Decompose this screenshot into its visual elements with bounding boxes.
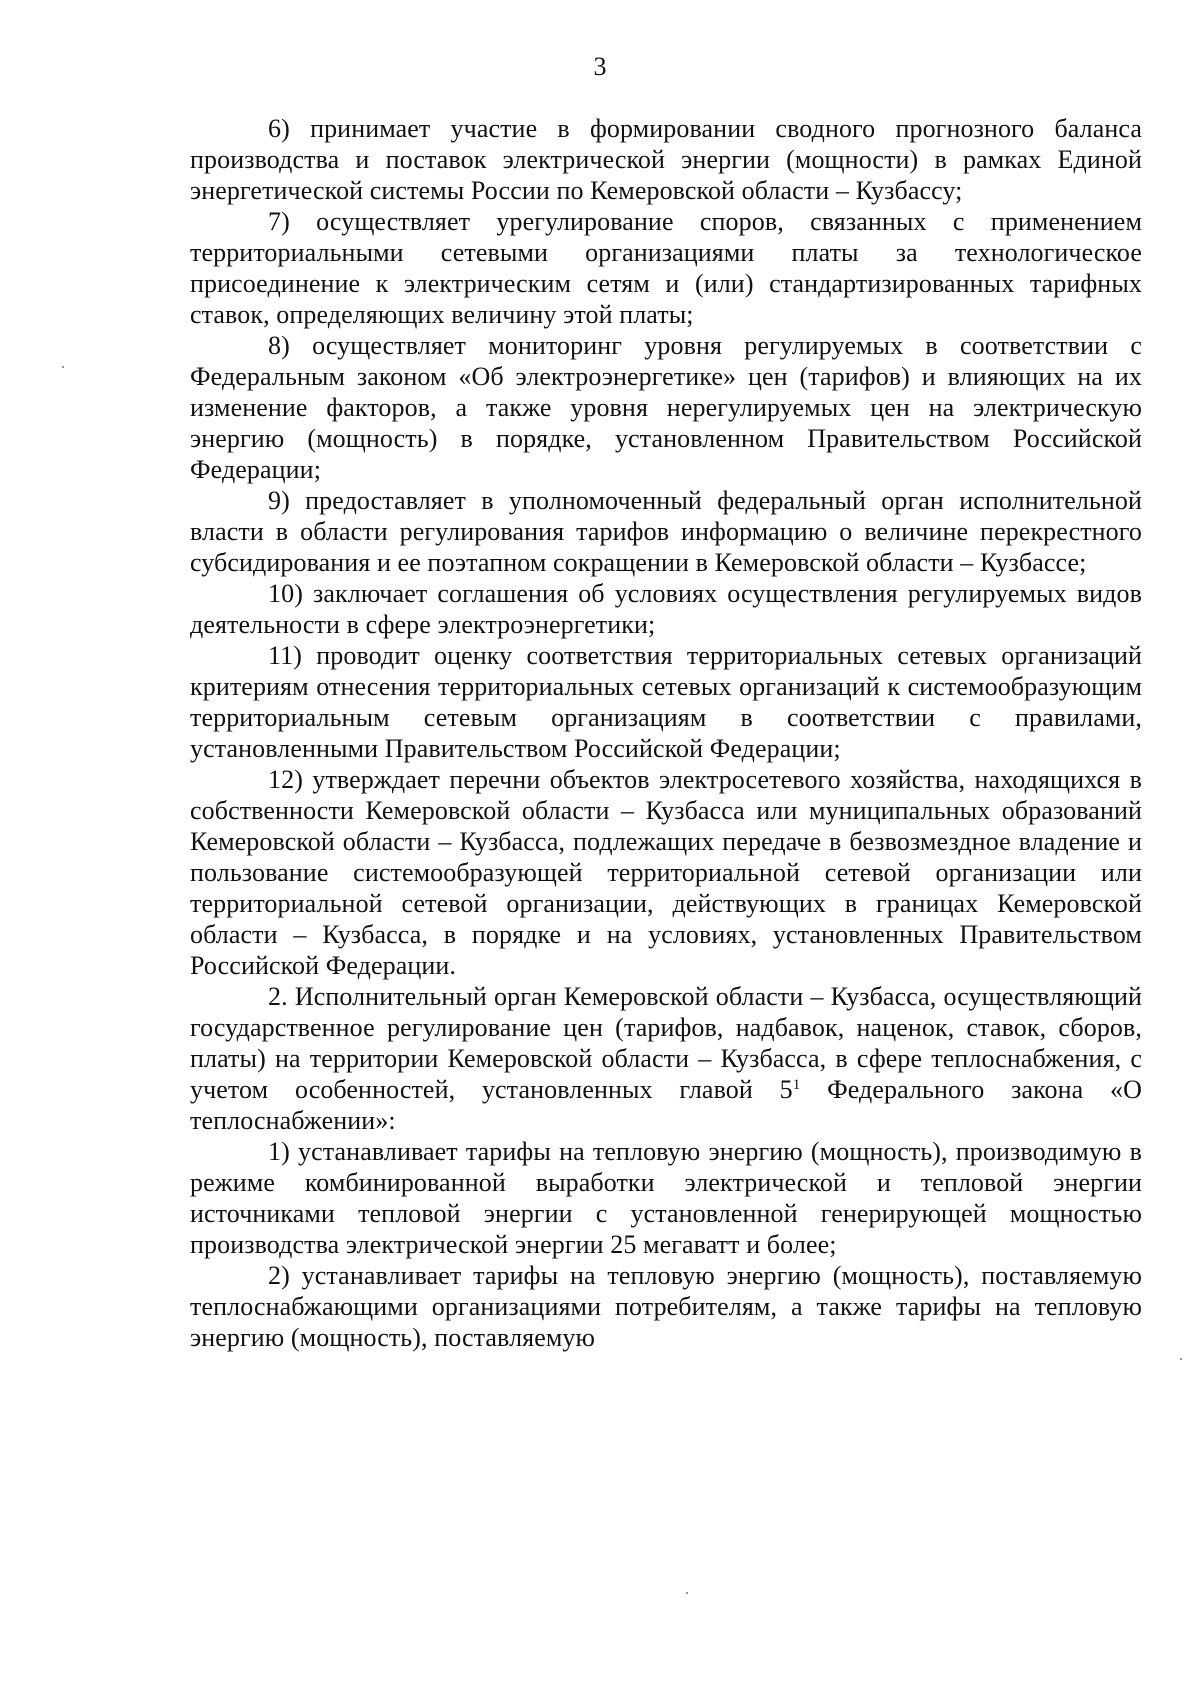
paragraph-text: устанавливает тарифы на тепловую энергию (мощность), поставляемую теплоснабжающими организациями потребителям, а также тарифы на тепловую энергию (мощность), поставляемую <box>190 1261 1143 1352</box>
paragraph-text-tail: Федерального закона «О теплоснабжении»: <box>190 1075 1142 1135</box>
scan-speck <box>686 1592 688 1594</box>
document-body <box>190 113 1142 1353</box>
section-number: 2. <box>268 982 288 1011</box>
item-number: 2) <box>268 1261 290 1290</box>
paragraph-item-8 <box>190 330 1142 485</box>
paragraph-text: утверждает перечни объектов электросетевого хозяйства, находящихся в собственности Кемеровской области – Кузбасса или муниципальных образований Кемеровской области – Кузбасса, подлежащих передаче в безвозмездное владение и пользование системообразующей территориальной сетевой организации или территориальной сетевой организации, действующих в границах Кемеровской области – Кузбасса, в порядке и на условиях, установленных Правительством Российской Федерации. <box>190 765 1142 980</box>
paragraph-sub-1 <box>190 1136 1142 1260</box>
paragraph-item-12 <box>190 764 1142 981</box>
item-number: 8) <box>268 331 290 360</box>
item-number: 9) <box>268 486 290 515</box>
paragraph-sub-2 <box>190 1260 1142 1353</box>
scan-speck <box>62 366 64 368</box>
paragraph-section-2 <box>190 981 1142 1136</box>
paragraph-text: принимает участие в формировании сводного прогнозного баланса производства и поставок электрической энергии (мощности) в рамках Единой энергетической системы России по Кемеровской области – Кузбассу; <box>190 114 1142 205</box>
item-number: 10) <box>268 579 303 608</box>
paragraph-item-9 <box>190 485 1142 578</box>
item-number: 12) <box>268 765 303 794</box>
paragraph-item-10 <box>190 578 1142 640</box>
item-number: 1) <box>268 1137 290 1166</box>
paragraph-text: осуществляет мониторинг уровня регулируемых в соответствии с Федеральным законом «Об электроэнергетике» цен (тарифов) и влияющих на их изменение факторов, а также уровня нерегулируемых цен на электрическую энергию (мощность) в порядке, установленном Правительством Российской Федерации; <box>190 331 1142 484</box>
paragraph-text: предоставляет в уполномоченный федеральный орган исполнительной власти в области регулирования тарифов информацию о величине перекрестного субсидирования и ее поэтапном сокращении в Кемеровской области – Кузбассе; <box>190 486 1142 577</box>
paragraph-text: проводит оценку соответствия территориальных сетевых организаций критериям отнесения территориальных сетевых организаций к системообразующим территориальным сетевым организациям в соответствии с правилами, установленными Правительством Российской Федерации; <box>190 641 1142 763</box>
paragraph-text: заключает соглашения об условиях осуществления регулируемых видов деятельности в сфере электроэнергетики; <box>190 579 1142 639</box>
paragraph-text: осуществляет урегулирование споров, связанных с применением территориальными сетевыми организациями платы за технологическое присоединение к электрическим сетям и (или) стандартизированных тарифных ставок, определяющих величину этой платы; <box>190 207 1142 329</box>
paragraph-text: устанавливает тарифы на тепловую энергию (мощность), производимую в режиме комбинированной выработки электрической и тепловой энергии источниками тепловой энергии с установленной генерирующей мощностью производства электрической энергии 25 мегаватт и более; <box>190 1137 1142 1259</box>
paragraph-text: Исполнительный орган Кемеровской области – Кузбасса, осуществляющий государственное регулирование цен (тарифов, надбавок, наценок, ставок, сборов, платы) на территории Кемеровской области – Кузбасса, в сфере теплоснабжения, с учетом особенностей, установленных главой 5 <box>190 982 1142 1104</box>
paragraph-item-6 <box>190 113 1142 206</box>
scan-speck <box>1180 1358 1182 1360</box>
item-number: 11) <box>268 641 302 670</box>
paragraph-item-7 <box>190 206 1142 330</box>
item-number: 6) <box>268 114 290 143</box>
paragraph-item-11 <box>190 640 1142 764</box>
page-number: 3 <box>593 52 607 81</box>
superscript: 1 <box>792 1077 801 1093</box>
item-number: 7) <box>268 207 290 236</box>
